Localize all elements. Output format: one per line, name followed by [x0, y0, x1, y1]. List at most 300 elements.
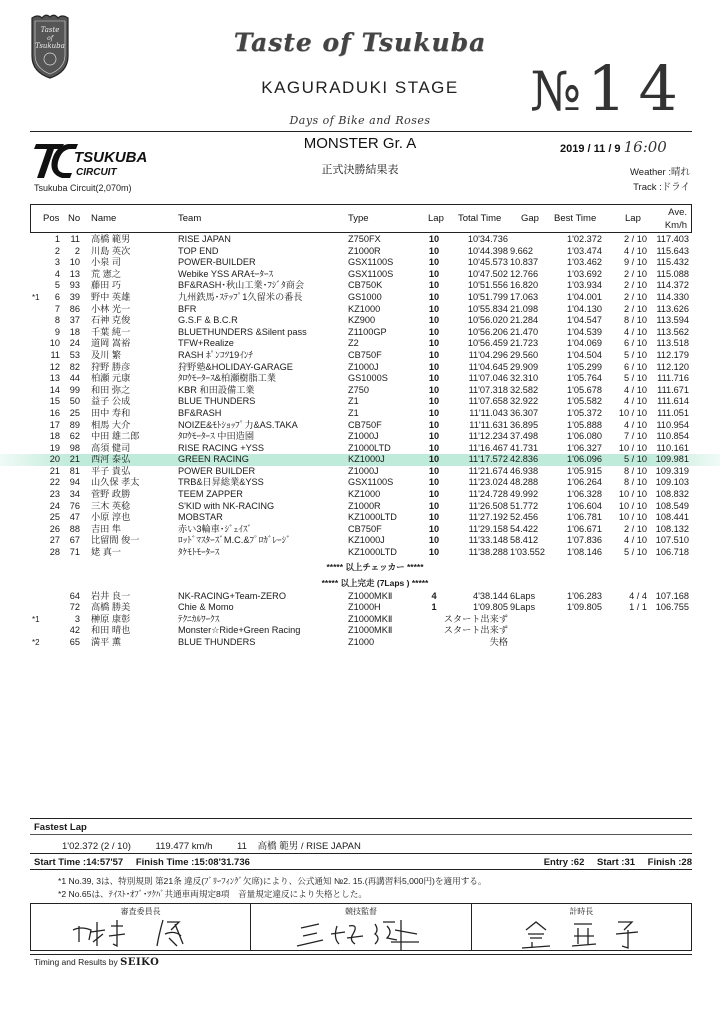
cell-lap: 10 — [428, 361, 440, 372]
cell-total-time: 11'11.043 — [469, 407, 508, 418]
cell-ave-speed: 115.088 — [656, 268, 689, 279]
cell-best-time: 1'04.001 — [567, 291, 602, 302]
cell-gap: 58.412 — [510, 535, 539, 546]
cell-best-time: 1'06.283 — [567, 590, 602, 601]
cell-team: Monster☆Ride+Green Racing — [178, 625, 301, 636]
cell-team: BLUE THUNDERS — [178, 637, 256, 647]
cell-best-time: 1'02.372 — [567, 234, 602, 244]
cell-best-time: 1'06.264 — [567, 477, 602, 488]
cell-no: 94 — [69, 477, 80, 488]
cell-type: GSX1100S — [348, 477, 394, 488]
cell-ave-speed: 110.854 — [656, 431, 689, 442]
cell-no: 37 — [69, 315, 80, 326]
table-row — [0, 408, 720, 420]
table-row — [0, 524, 720, 536]
col-team: Team — [178, 213, 202, 224]
cell-best-lap: 8 / 10 — [624, 465, 647, 476]
cell-team: ﾛｯﾄﾞﾏｽﾀｰｽﾞM.C.&ﾌﾟﾛｶﾞﾚｰｼﾞ — [178, 535, 291, 546]
table-row — [0, 420, 720, 432]
cell-pos: 4 — [54, 268, 60, 279]
cell-best-time: 1'06.604 — [567, 500, 602, 511]
cell-no: 86 — [69, 303, 80, 314]
cell-best-time: 1'07.836 — [567, 535, 602, 546]
start-count: Start :31 — [597, 857, 636, 868]
cell-best-time: 1'05.915 — [567, 465, 602, 476]
cell-type: CB750K — [348, 280, 383, 291]
cell-best-time: 1'06.096 — [567, 454, 602, 465]
fastest-lap-label: Fastest Lap — [34, 822, 87, 833]
cell-ave-speed: 109.981 — [655, 454, 689, 465]
timing-credit — [34, 957, 159, 968]
table-row — [0, 362, 720, 374]
cell-ave-speed: 112.179 — [656, 349, 689, 360]
cell-type: KZ1000LTD — [348, 547, 397, 558]
cell-status: スタート出来ず — [443, 625, 508, 636]
cell-no: 2 — [74, 245, 80, 256]
cell-no: 64 — [69, 590, 80, 601]
cell-best-lap: 5 / 10 — [624, 349, 647, 360]
cell-gap: 36.307 — [510, 407, 539, 418]
cell-gap: 51.772 — [510, 500, 539, 511]
cell-lap: 10 — [428, 234, 440, 244]
cell-lap: 10 — [428, 303, 440, 314]
cell-name: 高須 健司 — [91, 442, 131, 453]
table-row — [0, 292, 720, 304]
col-best-time: Best Time — [554, 213, 597, 224]
cell-team: RASH ﾎﾟﾝｺﾂ19ｲﾝﾁ — [178, 349, 254, 360]
fastest-lap-speed: 119.477 km/h — [155, 841, 213, 852]
cell-total-time: 10'56.206 — [467, 326, 508, 337]
fastest-lap-no: 11 — [237, 841, 247, 852]
cell-gap: 29.909 — [510, 361, 539, 372]
cell-gap: 52.456 — [510, 512, 539, 523]
cell-type: GS1000 — [348, 291, 382, 302]
cell-type: GSX1100S — [348, 268, 394, 279]
cell-gap: 9Laps — [510, 602, 536, 613]
cell-name: 三木 英稔 — [91, 500, 131, 511]
cell-best-lap: 6 / 10 — [624, 361, 647, 372]
cell-team: 赤い3輪車･ｼﾞｪｲｽﾞ — [178, 523, 253, 534]
cell-total-time: 11'26.508 — [468, 500, 508, 511]
cell-best-lap: 5 / 10 — [624, 373, 647, 384]
cell-pos: 3 — [54, 257, 60, 268]
cell-name: 和田 晴也 — [91, 625, 131, 636]
cell-name: 平子 貴弘 — [91, 465, 131, 476]
cell-total-time: 10'47.502 — [467, 268, 508, 279]
col-no: No — [68, 213, 81, 224]
cell-total-time: 11'29.158 — [468, 523, 508, 534]
cell-ave-speed: 114.330 — [656, 291, 689, 302]
cell-ave-speed: 106.755 — [655, 602, 689, 613]
cell-pos: 8 — [54, 315, 60, 326]
cell-type: GSX1100S — [348, 257, 394, 268]
cell-best-time: 1'05.582 — [567, 396, 602, 407]
cell-team: BLUETHUNDERS &Silent pass — [178, 326, 307, 337]
cell-ave-speed: 113.562 — [656, 326, 689, 337]
cell-total-time: 11'23.024 — [468, 477, 508, 488]
cell-gap: 21.284 — [510, 315, 539, 326]
cell-lap: 10 — [428, 512, 440, 523]
table-row — [0, 246, 720, 258]
cell-best-lap: 9 / 10 — [624, 257, 647, 268]
number-sign: № — [530, 60, 580, 123]
cell-lap: 10 — [428, 489, 440, 500]
cell-best-lap: 10 / 10 — [618, 500, 647, 511]
signature-title: 審査委員長 — [120, 907, 161, 916]
col-best-lap: Lap — [625, 213, 641, 224]
cell-pos: 24 — [49, 500, 60, 511]
cell-total-time: 11'21.674 — [468, 465, 508, 476]
cell-best-time: 1'06.080 — [567, 431, 602, 442]
cell-pos: 9 — [54, 326, 60, 337]
cell-name: 小林 光一 — [91, 303, 131, 314]
cell-type: Z1000MKⅡ — [348, 613, 393, 624]
cell-name: 西河 泰弘 — [91, 454, 131, 465]
cell-name: 荒 憲之 — [91, 268, 122, 279]
cell-best-lap: 6 / 10 — [624, 338, 647, 349]
cell-team: BFR — [178, 303, 197, 314]
cell-best-lap: 10 / 10 — [618, 407, 647, 418]
cell-ave-speed: 107.168 — [655, 590, 689, 601]
start-time: Start Time :14:57'57 — [34, 857, 124, 868]
cell-lap: 10 — [428, 442, 440, 453]
race-number — [530, 54, 690, 124]
cell-best-time: 1'04.069 — [567, 338, 602, 349]
table-row — [0, 338, 720, 350]
cell-pos: 11 — [50, 349, 60, 360]
cell-lap: 10 — [428, 419, 440, 430]
cell-name: 相馬 大介 — [91, 419, 131, 430]
cell-pos: 10 — [49, 338, 60, 349]
col-ave — [665, 206, 687, 232]
cell-gap: 10.837 — [510, 257, 539, 268]
cell-team: S'KID with NK-RACING — [178, 500, 275, 511]
cell-gap: 36.895 — [510, 419, 539, 430]
cell-gap: 29.560 — [510, 349, 539, 360]
cell-gap: 41.731 — [510, 442, 539, 453]
cell-name: 野中 英雄 — [91, 291, 131, 302]
table-row — [0, 350, 720, 362]
cell-total-time: 11'12.234 — [468, 431, 508, 442]
cell-team: 九州鉄馬･ｽﾃｯﾌﾟ1久留米の番長 — [178, 291, 303, 302]
cell-best-time: 1'04.547 — [567, 315, 602, 326]
cell-best-time: 1'03.474 — [567, 245, 602, 256]
cell-type: Z1000H — [348, 602, 381, 613]
col-lap: Lap — [428, 213, 444, 224]
cell-pos: 13 — [49, 373, 60, 384]
cell-no: 99 — [69, 384, 80, 395]
cell-gap: 32.310 — [510, 373, 539, 384]
results-table-body — [0, 234, 720, 649]
cell-type: CB750F — [348, 349, 382, 360]
cell-lap: 10 — [428, 315, 440, 326]
cell-no: 25 — [69, 407, 80, 418]
cell-lap: 4 — [431, 590, 437, 601]
cell-type: Z1 — [348, 396, 359, 407]
handwritten-signature — [512, 916, 662, 950]
cell-name: 狩野 勝彦 — [91, 361, 131, 372]
entry-counts — [430, 857, 692, 868]
cell-best-time: 1'05.888 — [567, 419, 602, 430]
cell-best-time: 1'05.299 — [567, 361, 602, 372]
cell-no: 39 — [69, 291, 80, 302]
cell-name: 姥 真一 — [91, 547, 122, 558]
cell-total-time: 11'07.046 — [468, 373, 508, 384]
table-row — [0, 385, 720, 397]
cell-team: BF&RASH･秋山工業･ﾌｼﾞﾀ商会 — [178, 280, 305, 291]
race-number-value: 14 — [587, 52, 691, 125]
table-row — [0, 477, 720, 489]
footnote-1: *1 No.39, 3は、特別規則 第21条 違反(ﾌﾞﾘｰﾌｨﾝｸﾞ欠席)により、公式通知 №2. 15.(再講習料5,000円)を適用する。 — [58, 876, 487, 886]
cell-gap: 1'03.552 — [510, 547, 545, 558]
cell-type: Z1000R — [348, 500, 381, 511]
cell-type: CB750F — [348, 419, 382, 430]
cell-no: 34 — [69, 489, 80, 500]
cell-best-lap: 8 / 10 — [624, 477, 647, 488]
separator-checker — [0, 559, 720, 575]
signature-cell-timekeeper — [472, 904, 691, 950]
table-row — [0, 466, 720, 478]
cell-type: KZ1000J — [348, 454, 385, 465]
handwritten-signature — [291, 916, 441, 950]
cell-name: 柏瀬 元康 — [91, 373, 131, 384]
cell-ave-speed: 110.954 — [656, 419, 689, 430]
cell-lap: 10 — [428, 431, 440, 442]
signature-box — [30, 903, 692, 951]
cell-total-time: 10'34.736 — [467, 234, 508, 244]
cell-best-lap: 2 / 10 — [624, 291, 647, 302]
cell-type: Z1000J — [348, 431, 379, 442]
cell-type: Z1000 — [348, 637, 375, 647]
cell-team: 狩野塾&HOLIDAY-GARAGE — [178, 361, 293, 372]
cell-name: 小原 淳也 — [91, 512, 131, 523]
cell-name: 及川 繁 — [91, 349, 122, 360]
cell-name: 小泉 司 — [91, 257, 122, 268]
cell-total-time: 11'07.658 — [468, 396, 508, 407]
cell-type: Z1000R — [348, 245, 381, 256]
cell-pos: 28 — [49, 547, 60, 558]
cell-best-time: 1'03.692 — [567, 268, 602, 279]
table-row — [0, 443, 720, 455]
cell-name: 満平 薫 — [91, 637, 122, 647]
cell-team: KBR 和田設備工業 — [178, 384, 255, 395]
cell-lap: 10 — [428, 535, 440, 546]
cell-team: MOBSTAR — [178, 512, 223, 523]
cell-type: Z1000J — [348, 361, 379, 372]
cell-ave-speed: 111.614 — [657, 396, 689, 407]
cell-gap: 32.922 — [510, 396, 539, 407]
cell-pos: 22 — [49, 477, 60, 488]
cell-type: Z2 — [348, 338, 359, 349]
signature-title: 競技監督 — [344, 907, 377, 916]
col-gap: Gap — [521, 213, 539, 224]
cell-lap: 10 — [428, 477, 440, 488]
cell-name: 岩井 良一 — [91, 590, 131, 601]
cell-total-time: 10'55.834 — [467, 303, 508, 314]
seiko-brand: SEIKO — [120, 957, 160, 968]
cell-gap: 12.766 — [510, 268, 539, 279]
cell-name: 川島 英次 — [91, 245, 131, 256]
cell-team: NOIZE&ﾓﾄｼｮｯﾌﾟ力&AS.TAKA — [178, 419, 298, 430]
stage-name: KAGURADUKI STAGE — [261, 78, 459, 97]
cell-total-time: 11'38.288 — [468, 547, 508, 558]
cell-name: 吉田 隼 — [91, 523, 122, 534]
cell-best-lap: 4 / 4 — [629, 590, 647, 601]
cell-no: 53 — [69, 349, 80, 360]
cell-no: 50 — [69, 396, 80, 407]
cell-lap: 10 — [428, 500, 440, 511]
cell-pos: 23 — [49, 489, 60, 500]
cell-total-time: 10'56.459 — [467, 338, 508, 349]
cell-ave-speed: 108.549 — [655, 500, 689, 511]
cell-no: 71 — [69, 547, 80, 558]
cell-team: NK-RACING+Team-ZERO — [178, 590, 286, 601]
cell-best-time: 1'04.130 — [567, 303, 602, 314]
cell-gap: 6Laps — [510, 590, 536, 601]
cell-total-time: 11'04.645 — [468, 361, 508, 372]
cell-best-time: 1'06.671 — [567, 523, 602, 534]
cell-gap: 48.288 — [510, 477, 539, 488]
logo-text-circuit: CIRCUIT — [76, 167, 117, 178]
race-date — [560, 138, 700, 156]
cell-ave-speed: 112.120 — [656, 361, 689, 372]
cell-team: POWER-BUILDER — [178, 257, 256, 268]
cell-lap: 10 — [428, 280, 440, 291]
cell-best-time: 1'09.805 — [567, 602, 602, 613]
cell-name: 石神 克俊 — [91, 315, 131, 326]
footnote-marker: *1 — [32, 292, 40, 302]
circuit-length: Tsukuba Circuit(2,070m) — [34, 183, 132, 193]
table-row — [0, 304, 720, 316]
cell-total-time: 11'17.572 — [468, 454, 508, 465]
separator-finish-text: ***** 以上完走 (7Laps ) ***** — [321, 577, 429, 588]
cell-pos: 27 — [49, 535, 60, 546]
cell-ave-speed: 117.403 — [656, 234, 689, 244]
footnote-marker: *2 — [32, 638, 40, 647]
cell-best-lap: 2 / 10 — [624, 234, 647, 244]
track-condition: Track :ドライ — [633, 182, 690, 193]
table-row-non-finisher — [0, 637, 720, 649]
cell-best-lap: 1 / 1 — [629, 602, 647, 613]
cell-no: 93 — [69, 280, 80, 291]
cell-lap: 10 — [428, 384, 440, 395]
fastest-lap-rider: 高橋 範男 / RISE JAPAN — [257, 841, 361, 852]
cell-no: 62 — [69, 431, 80, 442]
cell-type: GS1000S — [348, 373, 388, 384]
cell-name: 藤田 巧 — [91, 280, 122, 291]
cell-team: Webike YSS ARAﾓｰﾀｰｽ — [178, 268, 274, 279]
cell-lap: 10 — [428, 257, 440, 268]
table-row — [0, 257, 720, 269]
summary-divider-bottom — [30, 869, 692, 870]
cell-gap: 21.470 — [510, 326, 539, 337]
cell-type: Z1100GP — [348, 326, 387, 337]
cell-best-lap: 10 / 10 — [618, 442, 647, 453]
cell-ave-speed: 108.441 — [655, 512, 689, 523]
cell-best-time: 1'08.146 — [567, 547, 602, 558]
cell-total-time: 4'38.144 — [473, 590, 508, 601]
cell-best-lap: 4 / 10 — [624, 419, 647, 430]
cell-name: 和田 弥之 — [91, 384, 131, 395]
cell-type: Z750FX — [348, 234, 381, 244]
col-ave-top: Ave. — [668, 207, 687, 218]
cell-ave-speed: 115.432 — [656, 257, 689, 268]
cell-no: 88 — [69, 523, 80, 534]
cell-name: 榊原 康彰 — [91, 613, 131, 624]
svg-text:of: of — [47, 35, 53, 42]
results-table-header — [30, 204, 692, 233]
entry-count: Entry :62 — [543, 857, 585, 868]
cell-ave-speed: 113.626 — [656, 303, 689, 314]
cell-team: ﾀｹﾓﾄﾓｰﾀｰｽ — [178, 547, 220, 558]
cell-best-lap: 10 / 10 — [618, 512, 647, 523]
cell-name: 比留間 俊一 — [91, 535, 140, 546]
cell-lap: 10 — [428, 547, 440, 558]
cell-team: TFW+Realize — [178, 338, 234, 349]
cell-type: KZ1000 — [348, 489, 381, 500]
cell-total-time: 11'11.631 — [469, 419, 508, 430]
cell-team: TRB&日昇総業&YSS — [178, 477, 264, 488]
cell-pos: 25 — [49, 512, 60, 523]
cell-name: 高橋 勝美 — [91, 602, 131, 613]
cell-best-time: 1'06.327 — [567, 442, 602, 453]
cell-total-time: 11'07.318 — [468, 384, 508, 395]
cell-pos: 15 — [49, 396, 60, 407]
cell-no: 89 — [69, 419, 80, 430]
cell-lap: 10 — [428, 465, 440, 476]
table-row — [0, 535, 720, 547]
cell-ave-speed: 107.510 — [655, 535, 689, 546]
cell-best-time: 1'04.504 — [567, 349, 602, 360]
footnote-marker: *1 — [32, 614, 40, 624]
cell-pos: 14 — [49, 384, 60, 395]
cell-name: 菅野 政勝 — [91, 489, 131, 500]
cell-pos: 26 — [49, 523, 60, 534]
cell-lap: 10 — [428, 454, 440, 465]
table-row — [0, 501, 720, 513]
cell-name: 中田 雄二郎 — [91, 431, 140, 442]
cell-team: BLUE THUNDERS — [178, 396, 256, 407]
cell-best-lap: 8 / 10 — [624, 315, 647, 326]
cell-pos: 1 — [54, 234, 60, 244]
cell-gap: 46.938 — [510, 465, 539, 476]
cell-gap: 21.723 — [510, 338, 539, 349]
cell-type: Z1 — [348, 407, 359, 418]
date-value: 2019 / 11 / 9 — [560, 143, 621, 155]
cell-no: 76 — [69, 500, 80, 511]
cell-best-lap: 2 / 10 — [624, 280, 647, 291]
cell-lap: 1 — [431, 602, 437, 613]
cell-lap: 10 — [428, 523, 440, 534]
cell-pos: 19 — [49, 442, 60, 453]
table-row — [0, 234, 720, 246]
cell-type: KZ900 — [348, 315, 376, 326]
footer-divider — [30, 954, 692, 955]
cell-no: 24 — [69, 338, 80, 349]
cell-best-lap: 4 / 10 — [624, 396, 647, 407]
cell-team: ﾀﾛｳﾓｰﾀｰｽ 中田造園 — [178, 431, 255, 442]
signature-cell-steward — [31, 904, 251, 950]
cell-ave-speed: 111.716 — [657, 373, 689, 384]
finish-time: Finish Time :15:08'31.736 — [135, 857, 250, 868]
table-row-highlighted — [0, 454, 720, 466]
cell-ave-speed: 115.643 — [656, 245, 689, 256]
race-times — [34, 857, 260, 868]
cell-ave-speed: 111.051 — [657, 407, 689, 418]
taste-of-tsukuba-crest-logo — [28, 12, 72, 80]
cell-best-time: 1'06.328 — [567, 489, 602, 500]
cell-gap: 42.836 — [510, 454, 539, 465]
